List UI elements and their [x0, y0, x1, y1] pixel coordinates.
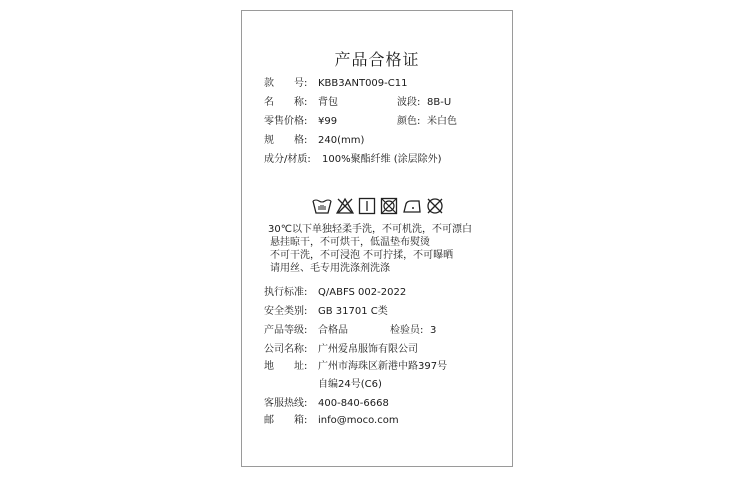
- field-key: 波段:: [397, 97, 421, 108]
- field-key: 成分/材质:: [264, 154, 311, 165]
- field-value: info@moco.com: [318, 415, 399, 426]
- field-value: Q/ABFS 002-2022: [318, 287, 407, 298]
- care-instructions: [268, 223, 472, 275]
- product-certificate-label: [241, 10, 513, 467]
- field-value: 米白色: [427, 116, 457, 127]
- field-key: 款 号:: [264, 78, 308, 89]
- care-line: 请用丝、毛专用洗涤剂洗涤: [270, 263, 390, 274]
- field-key: 安全类别:: [264, 306, 308, 317]
- field-key: 公司名称:: [264, 344, 308, 355]
- field-value: 自编24号(C6): [318, 379, 382, 390]
- field-key: 检验员:: [390, 325, 424, 336]
- care-line: 不可干洗，不可浸泡 不可拧揉，不可曝晒: [270, 250, 454, 261]
- field-value: 广州爱帛服饰有限公司: [318, 344, 418, 355]
- wash-30-hand-icon: [312, 197, 332, 215]
- field-value: 广州市海珠区新港中路397号: [318, 361, 448, 372]
- field-value: 400-840-6668: [318, 398, 389, 409]
- iron-low-icon: [402, 197, 422, 215]
- page-title: 产品合格证: [334, 50, 420, 69]
- field-value: 240(mm): [318, 135, 365, 146]
- no-bleach-icon: [336, 197, 354, 215]
- line-dry-icon: [358, 197, 376, 215]
- field-key: 邮 箱:: [264, 415, 308, 426]
- field-value: 8B-U: [427, 97, 452, 108]
- no-dry-clean-icon: [426, 197, 444, 215]
- field-value: 3: [430, 325, 437, 336]
- field-key: 规 格:: [264, 135, 308, 146]
- field-value: GB 31701 C类: [318, 306, 388, 317]
- care-line: 30℃以下单独轻柔手洗，不可机洗，不可漂白: [268, 224, 472, 235]
- field-key: 零售价格:: [264, 116, 308, 127]
- field-key: 地 址:: [264, 361, 308, 372]
- care-line: 悬挂晾干，不可烘干，低温垫布熨烫: [270, 237, 430, 248]
- no-tumble-dry-icon: [380, 197, 398, 215]
- field-value: KBB3ANT009-C11: [318, 78, 408, 89]
- field-value: 100%聚酯纤维 (涂层除外): [322, 154, 442, 165]
- field-value: 背包: [318, 97, 338, 108]
- field-key: 名 称:: [264, 97, 308, 108]
- field-value: ¥99: [318, 116, 338, 127]
- field-value: 合格品: [318, 325, 348, 336]
- field-key: 执行标准:: [264, 287, 308, 298]
- field-key: 颜色:: [397, 116, 421, 127]
- field-key: 客服热线:: [264, 398, 308, 409]
- field-key: 产品等级:: [264, 325, 308, 336]
